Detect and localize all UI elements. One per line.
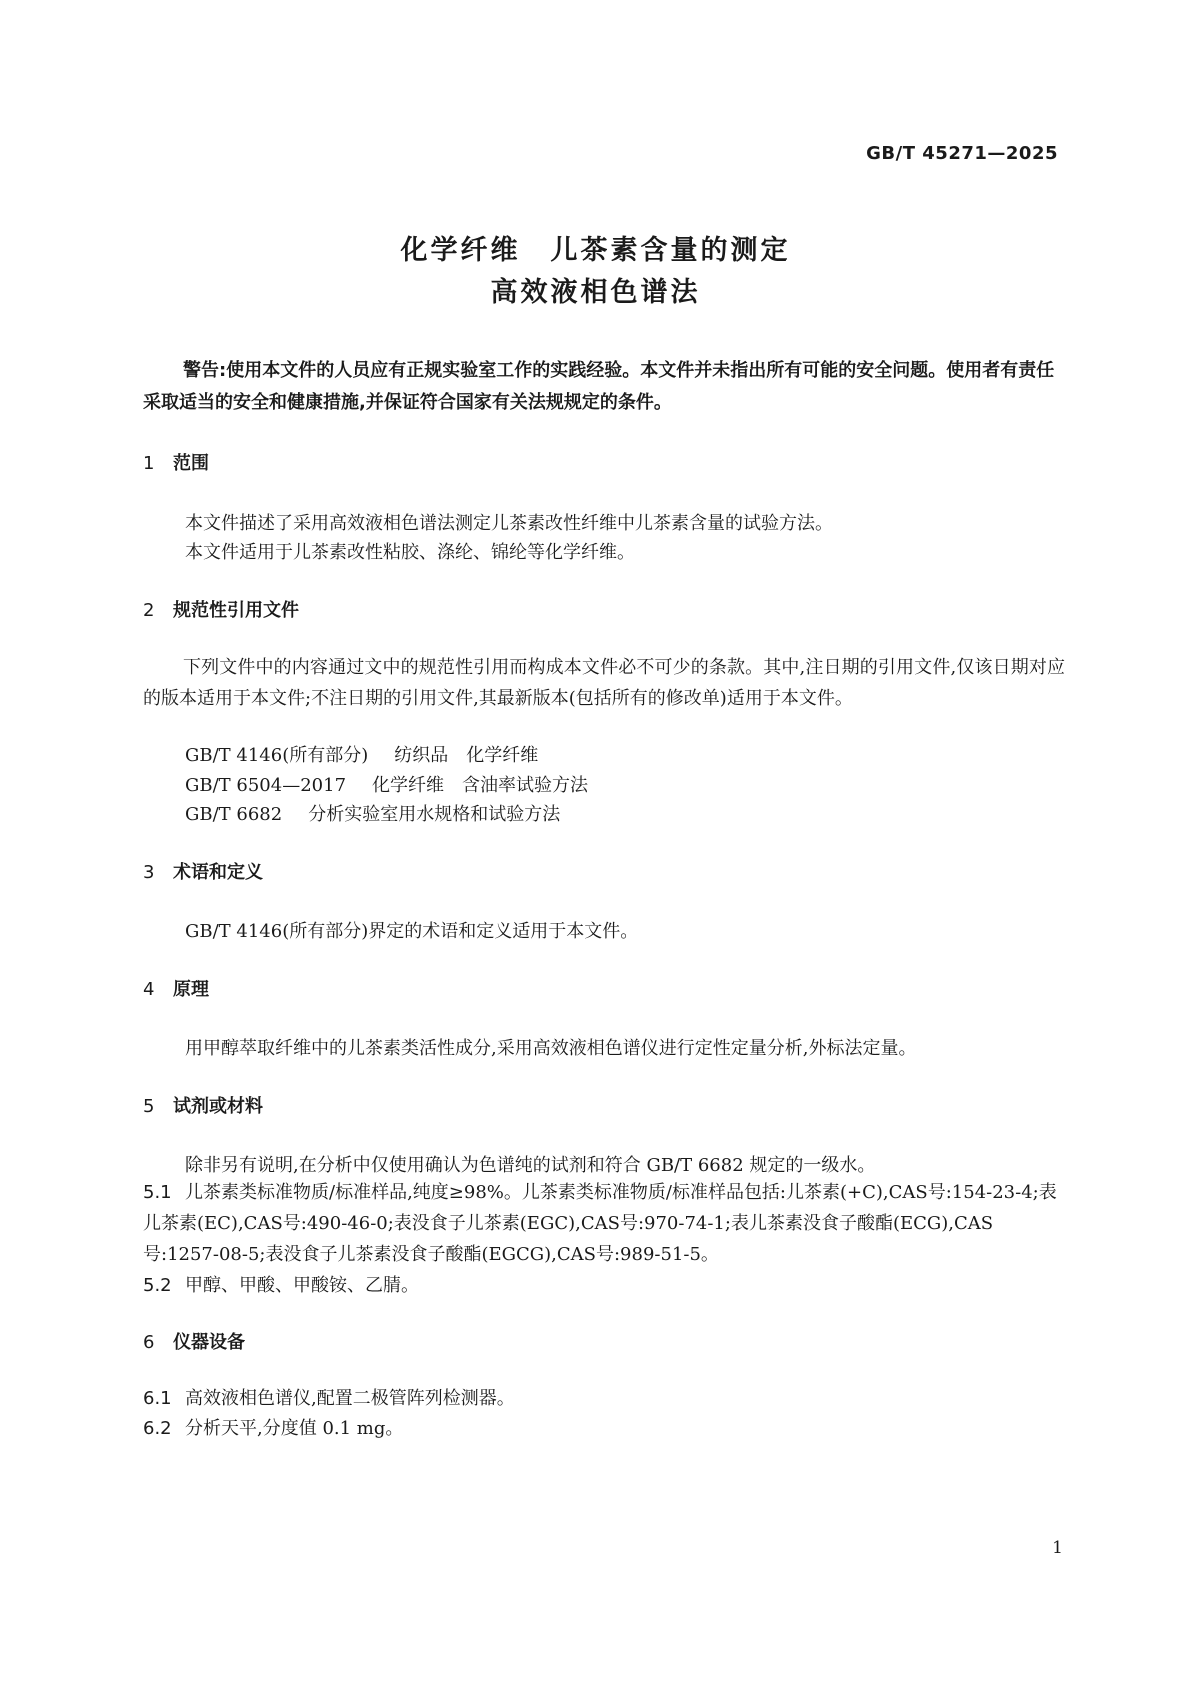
section-title: 规范性引用文件 [173,600,299,621]
clause-5-1 [143,1177,1065,1270]
scope-paragraph: 本文件描述了采用高效液相色谱法测定儿茶素改性纤维中儿茶素含量的试验方法。 [185,513,833,534]
reference-title: 分析实验室用水规格和试验方法 [308,804,561,825]
section-number: 2 [143,600,155,621]
section-heading-scope [143,449,209,475]
section-number: 6 [143,1332,155,1353]
clause-number: 5.2 [143,1275,172,1296]
section-title: 范围 [173,453,209,474]
reference-item [185,741,538,767]
clause-6-1 [143,1383,1065,1414]
clause-number: 6.1 [143,1388,172,1409]
clause-6-2 [143,1413,1065,1444]
clause-text: 儿茶素类标准物质/标准样品,纯度≥98%。儿茶素类标准物质/标准样品包括:儿茶素(+C),CAS号:154-23-4;表儿茶素(EC),CAS号:490-46-0;表没食子儿茶素(EGC),CAS号:970-74-1;表儿茶素没食子酸酯(ECG),CAS号:1257-08-5;表没食子儿茶素没食子酸酯(EGCG),CAS号:989-51-5。 [143,1182,1057,1265]
section-title: 试剂或材料 [173,1096,263,1117]
page-number: 1 [1052,1538,1063,1558]
reagents-intro: 除非另有说明,在分析中仅使用确认为色谱纯的试剂和符合 GB/T 6682 规定的一级水。 [185,1155,876,1176]
standard-number: GB/T 45271—2025 [866,143,1058,164]
clause-text: 甲醇、甲酸、甲酸铵、乙腈。 [185,1275,419,1296]
clause-text: 高效液相色谱仪,配置二极管阵列检测器。 [185,1388,515,1409]
document-title-line-1: 化学纤维 儿茶素含量的测定 [400,235,791,266]
scope-paragraph: 本文件适用于儿茶素改性粘胶、涤纶、锦纶等化学纤维。 [185,542,635,563]
safety-warning: 警告:使用本文件的人员应有正规实验室工作的实践经验。本文件并未指出所有可能的安全问题。使用者有责任采取适当的安全和健康措施,并保证符合国家有关法规规定的条件。 [143,360,1055,413]
document-title-line-2: 高效液相色谱法 [490,277,701,308]
section-number: 5 [143,1096,155,1117]
section-heading-terms [143,858,263,884]
reference-item [185,800,560,826]
section-number: 1 [143,453,155,474]
principle-paragraph: 用甲醇萃取纤维中的儿茶素类活性成分,采用高效液相色谱仪进行定性定量分析,外标法定量。 [185,1038,917,1059]
section-heading-equipment [143,1328,245,1354]
reference-item [185,771,588,797]
section-heading-reagents [143,1092,263,1118]
reference-code: GB/T 6504—2017 [185,775,347,796]
reference-code: GB/T 6682 [185,804,283,825]
section-title: 术语和定义 [173,862,263,883]
clause-text: 分析天平,分度值 0.1 mg。 [185,1418,404,1439]
section-title: 仪器设备 [173,1332,245,1353]
normative-references-intro: 下列文件中的内容通过文中的规范性引用而构成本文件必不可少的条款。其中,注日期的引用文件,仅该日期对应的版本适用于本文件;不注日期的引用文件,其最新版本(包括所有的修改单)适用于本文件。 [143,657,1065,709]
section-number: 3 [143,862,155,883]
section-number: 4 [143,979,155,1000]
clause-number: 6.2 [143,1418,172,1439]
section-heading-normative-references [143,596,299,622]
section-heading-principle [143,975,209,1001]
section-title: 原理 [173,979,209,1000]
reference-title: 化学纤维 含油率试验方法 [372,775,589,796]
reference-title: 纺织品 化学纤维 [394,745,539,766]
terms-paragraph: GB/T 4146(所有部分)界定的术语和定义适用于本文件。 [185,921,639,942]
reference-code: GB/T 4146(所有部分) [185,745,369,766]
clause-number: 5.1 [143,1182,172,1203]
clause-5-2 [143,1270,1065,1301]
